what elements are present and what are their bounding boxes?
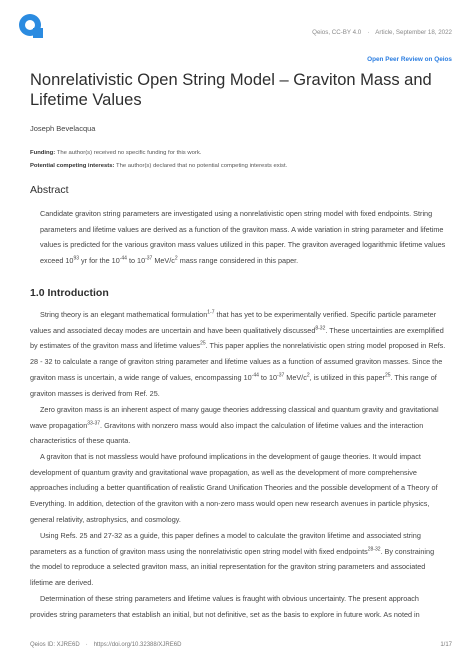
- intro-paragraph-1: String theory is an elegant mathematical formulation$^{1-7}$ that has yet to be experimentally verified. Specific particle parameter values and associated decay modes are uncertain and have been qualitatively discussed$^{8-32}$. These uncertainties are exemplified by estimates of the graviton mass and lifetime values$^{25}$. This paper applies the nonrelativistic open string model proposed in Refs. 28 - 32 to calculate a range of graviton string parameter and lifetime values as a function of assumed graviton masses. Since the graviton mass is uncertain, a wide range of values, encompassing $10^{-44}$ to $10^{-37}$ MeV/$c^2$, is utilized in this paper$^{25}$. This range of graviton masses is derived from Ref. 25.: [30, 309, 446, 398]
- intro-paragraph-2: Zero graviton mass is an inherent aspect of many gauge theories addressing classical and quantum gravity and gravitational wave propagation$^{33-37}$. Gravitons with nonzero mass would also impact the calculation of lifetime values and the interaction characteristics of these quanta.: [30, 405, 439, 446]
- intro-paragraph-5: Determination of these string parameters and lifetime values is fraught with obvious uncertainty. The present approach provides string parameters that establish an initial, but not definitive, set as the basis to explore in future work. As noted in: [30, 594, 420, 619]
- funding-label: Funding:: [30, 150, 56, 156]
- footer-separator: ·: [85, 642, 88, 648]
- introduction-heading: 1.0 Introduction: [30, 287, 109, 299]
- funding-statement: [30, 150, 201, 156]
- open-peer-review-link[interactable]: Open Peer Review on Qeios: [367, 56, 452, 63]
- funding-text: The author(s) received no specific funding for this work.: [55, 150, 202, 156]
- article-date: Article, September 18, 2022: [375, 29, 452, 36]
- article-title: Nonrelativistic Open String Model – Graviton Mass and Lifetime Values: [30, 71, 432, 109]
- header-meta: [312, 29, 452, 36]
- qeios-id: Qeios ID: XJRE6D: [30, 642, 80, 648]
- license-text: Qeios, CC-BY 4.0: [312, 29, 362, 36]
- competing-interests-text: The author(s) declared that no potential competing interests exist.: [114, 163, 288, 169]
- abstract-heading: Abstract: [30, 184, 69, 196]
- author-name[interactable]: Joseph Bevelacqua: [30, 124, 96, 133]
- page-footer: [30, 642, 452, 648]
- competing-interests-label: Potential competing interests:: [30, 163, 115, 169]
- competing-interests-statement: [30, 163, 287, 169]
- intro-paragraph-4: Using Refs. 25 and 27-32 as a guide, this paper defines a model to calculate the graviton lifetime and associated string parameters as a function of graviton mass using the nonrelativistic open string model with fixed endpoints$^{28-32}$. By constraining the model to reproduce a selected graviton mass, an initial representation for the graviton string parameters and associated lifetime are derived.: [30, 531, 435, 588]
- abstract-text: Candidate graviton string parameters are investigated using a nonrelativistic open string model with fixed endpoints. String parameters and lifetime values are derived as a function of the graviton mass. A wide variation in string parameter and lifetime values is predicted for the various graviton mass values utilized in this paper. The graviton averaged logarithmic lifetime values exceed $10^{93}$ yr for the $10^{-44}$ to $10^{-37}$ MeV/$c^2$ mass range considered in this paper.: [40, 209, 446, 266]
- doi-link[interactable]: https://doi.org/10.32388/XJRE6D: [93, 642, 182, 648]
- intro-paragraph-3: A graviton that is not massless would have profound implications in the development of gauge theories. It would impact development of quantum gravity and gravitational wave propagation, as well as the development of more comprehensive approaches including a better quantification of realistic Grand Unification Theories and the possible development of a Theory of Everything. In addition, detection of the graviton with a non-zero mass would open new research avenues in particle physics, general relativity, astrophysics, and cosmology.: [30, 452, 438, 524]
- header-separator: ·: [367, 29, 370, 36]
- page-number: 1/17: [440, 642, 452, 648]
- qeios-logo-icon[interactable]: [18, 13, 44, 39]
